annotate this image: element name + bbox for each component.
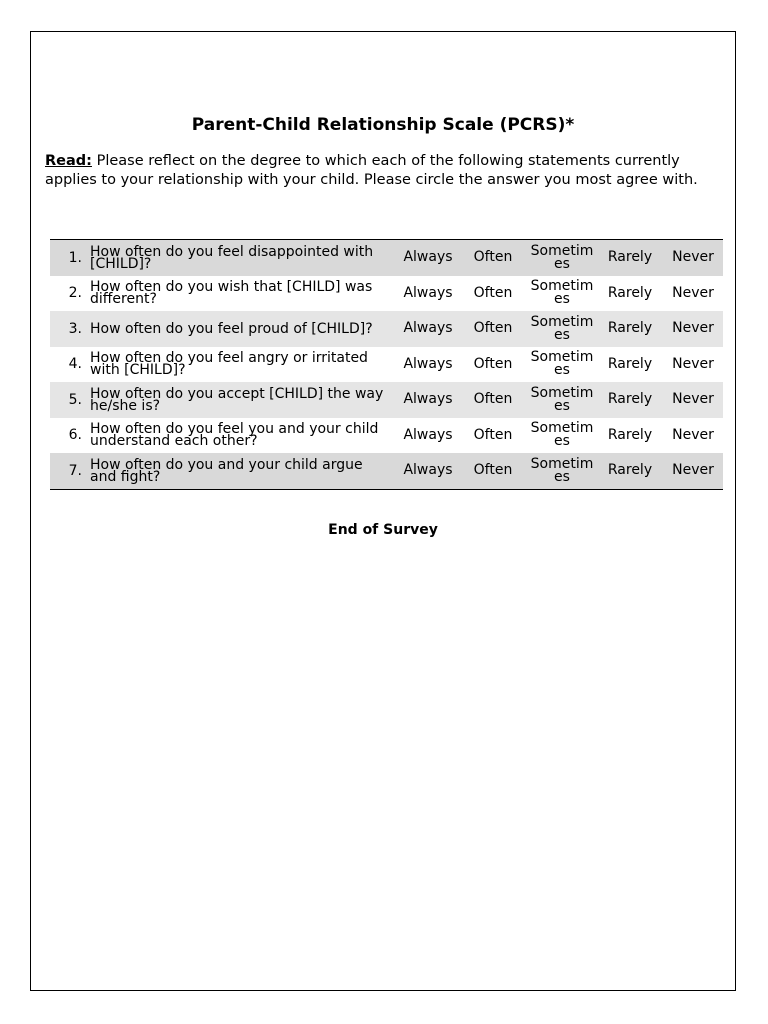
option-always[interactable]: Always <box>403 462 453 479</box>
option-never[interactable]: Never <box>672 391 714 408</box>
option-rarely[interactable]: Rarely <box>607 426 653 443</box>
option-sometimes[interactable]: Sometimes <box>530 384 594 414</box>
option-often[interactable]: Often <box>473 391 513 408</box>
item-question: How often do you feel proud of [CHILD]? <box>90 320 373 337</box>
item-number: 3. <box>68 320 82 337</box>
item-question: How often do you wish that [CHILD] was different? <box>90 279 373 308</box>
survey-row <box>50 311 723 347</box>
option-rarely[interactable]: Rarely <box>607 391 653 408</box>
survey-row <box>50 276 723 312</box>
option-rarely[interactable]: Rarely <box>607 320 653 337</box>
item-question: How often do you feel you and your child understand each other? <box>90 421 379 450</box>
option-sometimes[interactable]: Sometimes <box>530 278 594 308</box>
option-often[interactable]: Often <box>473 355 513 372</box>
item-number: 1. <box>68 249 82 266</box>
survey-table <box>50 239 723 490</box>
item-question: How often do you feel angry or irritated with [CHILD]? <box>90 350 368 379</box>
option-always[interactable]: Always <box>403 284 453 301</box>
survey-row <box>50 347 723 383</box>
option-sometimes[interactable]: Sometimes <box>530 455 594 485</box>
option-always[interactable]: Always <box>403 320 453 337</box>
instructions-text: Please reflect on the degree to which each of the following statements currently applies to your relationship with your child. Please circle the answer you most agree with. <box>45 153 698 188</box>
option-rarely[interactable]: Rarely <box>607 284 653 301</box>
option-often[interactable]: Often <box>473 284 513 301</box>
item-number: 2. <box>68 285 82 302</box>
item-number: 6. <box>68 427 82 444</box>
item-number: 5. <box>68 391 82 408</box>
option-never[interactable]: Never <box>672 249 714 266</box>
item-question: How often do you and your child argue and fight? <box>90 456 363 485</box>
survey-row <box>50 418 723 454</box>
option-sometimes[interactable]: Sometimes <box>530 420 594 450</box>
option-rarely[interactable]: Rarely <box>607 462 653 479</box>
option-never[interactable]: Never <box>672 355 714 372</box>
option-often[interactable]: Often <box>473 249 513 266</box>
option-always[interactable]: Always <box>403 249 453 266</box>
end-of-survey: End of Survey <box>328 522 438 538</box>
survey-row <box>50 453 723 489</box>
item-question: How often do you feel disappointed with [CHILD]? <box>90 243 374 272</box>
option-never[interactable]: Never <box>672 320 714 337</box>
option-always[interactable]: Always <box>403 426 453 443</box>
option-never[interactable]: Never <box>672 426 714 443</box>
document-page <box>30 31 736 991</box>
option-sometimes[interactable]: Sometimes <box>530 349 594 379</box>
option-never[interactable]: Never <box>672 284 714 301</box>
option-often[interactable]: Often <box>473 320 513 337</box>
instructions <box>45 152 711 189</box>
option-never[interactable]: Never <box>672 462 714 479</box>
option-sometimes[interactable]: Sometimes <box>530 313 594 343</box>
option-always[interactable]: Always <box>403 391 453 408</box>
option-rarely[interactable]: Rarely <box>607 355 653 372</box>
option-sometimes[interactable]: Sometimes <box>530 242 594 272</box>
survey-row <box>50 240 723 276</box>
item-number: 7. <box>68 462 82 479</box>
item-question: How often do you accept [CHILD] the way he/she is? <box>90 385 384 414</box>
item-number: 4. <box>68 356 82 373</box>
page-title: Parent-Child Relationship Scale (PCRS)* <box>191 115 575 135</box>
option-often[interactable]: Often <box>473 426 513 443</box>
option-often[interactable]: Often <box>473 462 513 479</box>
read-label: Read: <box>45 153 92 169</box>
option-rarely[interactable]: Rarely <box>607 249 653 266</box>
option-always[interactable]: Always <box>403 355 453 372</box>
survey-row <box>50 382 723 418</box>
